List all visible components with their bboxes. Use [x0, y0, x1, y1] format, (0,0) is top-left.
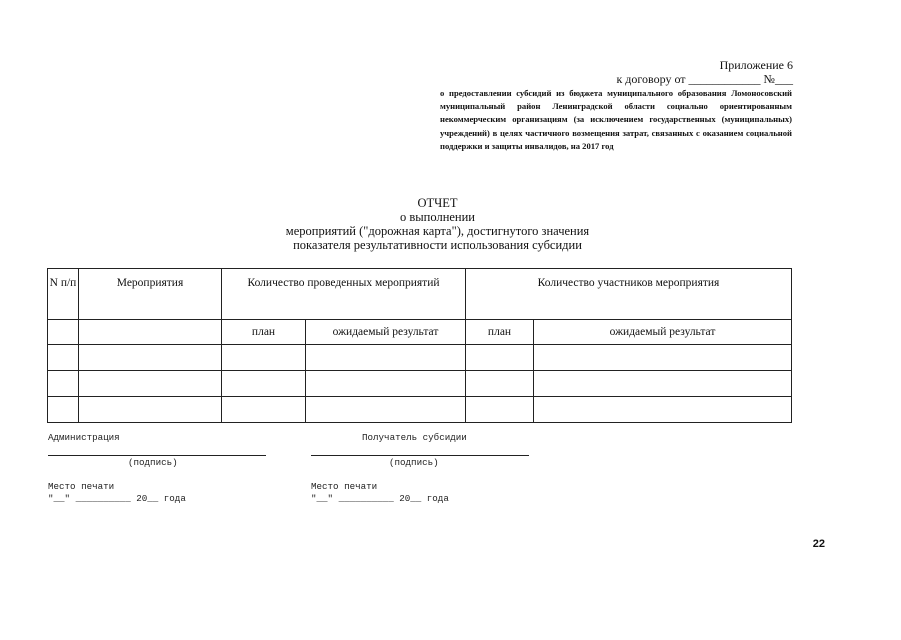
table-cell — [79, 345, 222, 371]
recipient-date-line: "__" __________ 20__ года — [311, 493, 449, 504]
subheader-plan-held: план — [222, 320, 306, 345]
table-cell — [48, 345, 79, 371]
subheader-expected-participants: ожидаемый результат — [534, 320, 792, 345]
header-events: Мероприятия — [79, 269, 222, 320]
table-cell — [306, 371, 466, 397]
table-cell — [466, 345, 534, 371]
contract-number-blank: ___ — [775, 72, 793, 86]
table-cell — [222, 371, 306, 397]
table-cell — [466, 371, 534, 397]
administration-signature-caption: (подпись) — [128, 457, 178, 468]
table-cell — [534, 397, 792, 423]
contract-date-blank: ____________ — [688, 72, 761, 86]
report-line-2: мероприятий ("дорожная карта"), достигнутого значения — [285, 224, 590, 238]
subject-text: о предоставлении субсидий из бюджета муниципального образования Ломоносовский муниципальный район Ленинградской области социально ориентированным некоммерческим организациям (за исключением государственных (муниципальных) учреждений) в целях частичного возмещения затрат, связанных с оказанием социальной поддержки и защиты инвалидов, на 2017 год — [440, 88, 792, 151]
table-row — [48, 371, 792, 397]
administration-stamp-place: Место печати — [48, 481, 115, 492]
header-count-participants: Количество участников мероприятия — [466, 269, 792, 320]
table-cell — [306, 345, 466, 371]
recipient-stamp-place: Место печати — [311, 481, 378, 492]
report-table — [47, 268, 792, 423]
recipient-label: Получатель субсидии — [362, 432, 467, 443]
header-count-held: Количество проведенных мероприятий — [222, 269, 466, 320]
administration-label: Администрация — [48, 432, 120, 443]
table-subheader-row — [48, 320, 792, 345]
report-line-1: о выполнении — [400, 210, 475, 224]
table-cell — [534, 371, 792, 397]
contract-reference — [616, 72, 793, 86]
table-cell — [306, 397, 466, 423]
table-row — [48, 397, 792, 423]
subheader-empty-num — [48, 320, 79, 345]
table-cell — [222, 397, 306, 423]
table-cell — [48, 371, 79, 397]
subheader-plan-participants: план — [466, 320, 534, 345]
table-cell — [79, 371, 222, 397]
table-row — [48, 345, 792, 371]
table-cell — [534, 345, 792, 371]
table-cell — [48, 397, 79, 423]
header-num: N п/п — [48, 269, 79, 320]
appendix-header — [616, 58, 793, 86]
table-cell — [79, 397, 222, 423]
table-cell — [222, 345, 306, 371]
recipient-signature-caption: (подпись) — [389, 457, 439, 468]
subheader-empty-events — [79, 320, 222, 345]
report-line-3: показателя результативности использования субсидии — [293, 238, 582, 252]
table-header-row — [48, 269, 792, 320]
contract-prefix: к договору от — [616, 72, 686, 86]
recipient-signature-line — [311, 455, 529, 456]
contract-number-sign: № — [763, 72, 775, 86]
administration-date-line: "__" __________ 20__ года — [48, 493, 186, 504]
appendix-title: Приложение 6 — [719, 58, 793, 72]
page-number: 22 — [812, 538, 825, 550]
report-heading — [0, 196, 875, 252]
report-title: ОТЧЕТ — [417, 196, 458, 210]
subheader-expected-held: ожидаемый результат — [306, 320, 466, 345]
administration-signature-line — [48, 455, 266, 456]
table-cell — [466, 397, 534, 423]
